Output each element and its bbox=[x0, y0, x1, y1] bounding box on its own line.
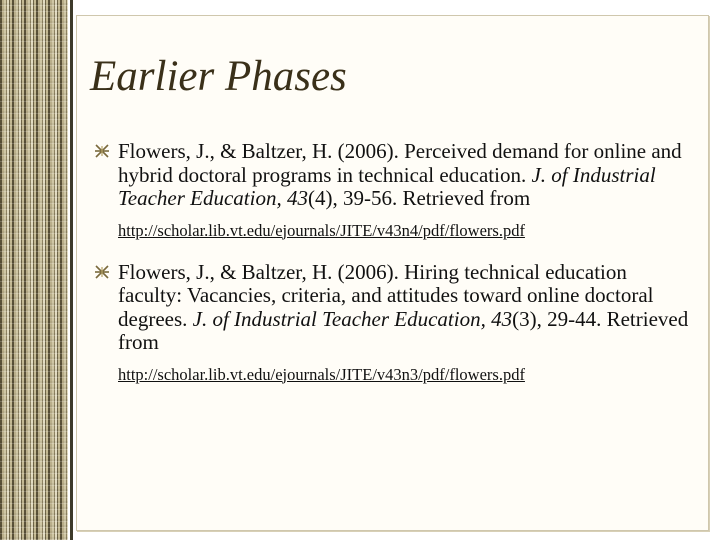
reference-text bbox=[118, 261, 694, 355]
reference-url-link[interactable]: http://scholar.lib.vt.edu/ejournals/JITE/v43n4/pdf/flowers.pdf bbox=[118, 220, 525, 240]
reference-url-link[interactable]: http://scholar.lib.vt.edu/ejournals/JITE/v43n3/pdf/flowers.pdf bbox=[118, 364, 525, 384]
reference-authors-title: Flowers, J., & Baltzer, H. (2006). Perceived demand for online and hybrid doctoral programs in technical education. bbox=[118, 139, 682, 187]
reference-journal: J. of Industrial Teacher Education, 43 bbox=[118, 162, 656, 210]
decorative-border-band bbox=[0, 0, 68, 540]
reference-text bbox=[118, 140, 694, 211]
frame-vertical-rule bbox=[70, 0, 73, 540]
reference-item bbox=[94, 261, 694, 385]
reference-issue: (3), 29-44. Retrieved from bbox=[118, 306, 689, 354]
slide-title: Earlier Phases bbox=[90, 53, 347, 100]
reference-journal: J. of Industrial Teacher Education, 43 bbox=[192, 306, 513, 331]
ornament-bullet-icon bbox=[94, 143, 110, 159]
ornament-bullet-icon bbox=[94, 264, 110, 280]
reference-list bbox=[94, 140, 694, 405]
reference-issue: (4), 39-56. Retrieved from bbox=[307, 186, 531, 210]
reference-authors-title: Flowers, J., & Baltzer, H. (2006). Hiring technical education faculty: Vacancies, criteria, and attitudes toward online doctoral degrees. bbox=[118, 259, 654, 331]
reference-item bbox=[94, 140, 694, 241]
